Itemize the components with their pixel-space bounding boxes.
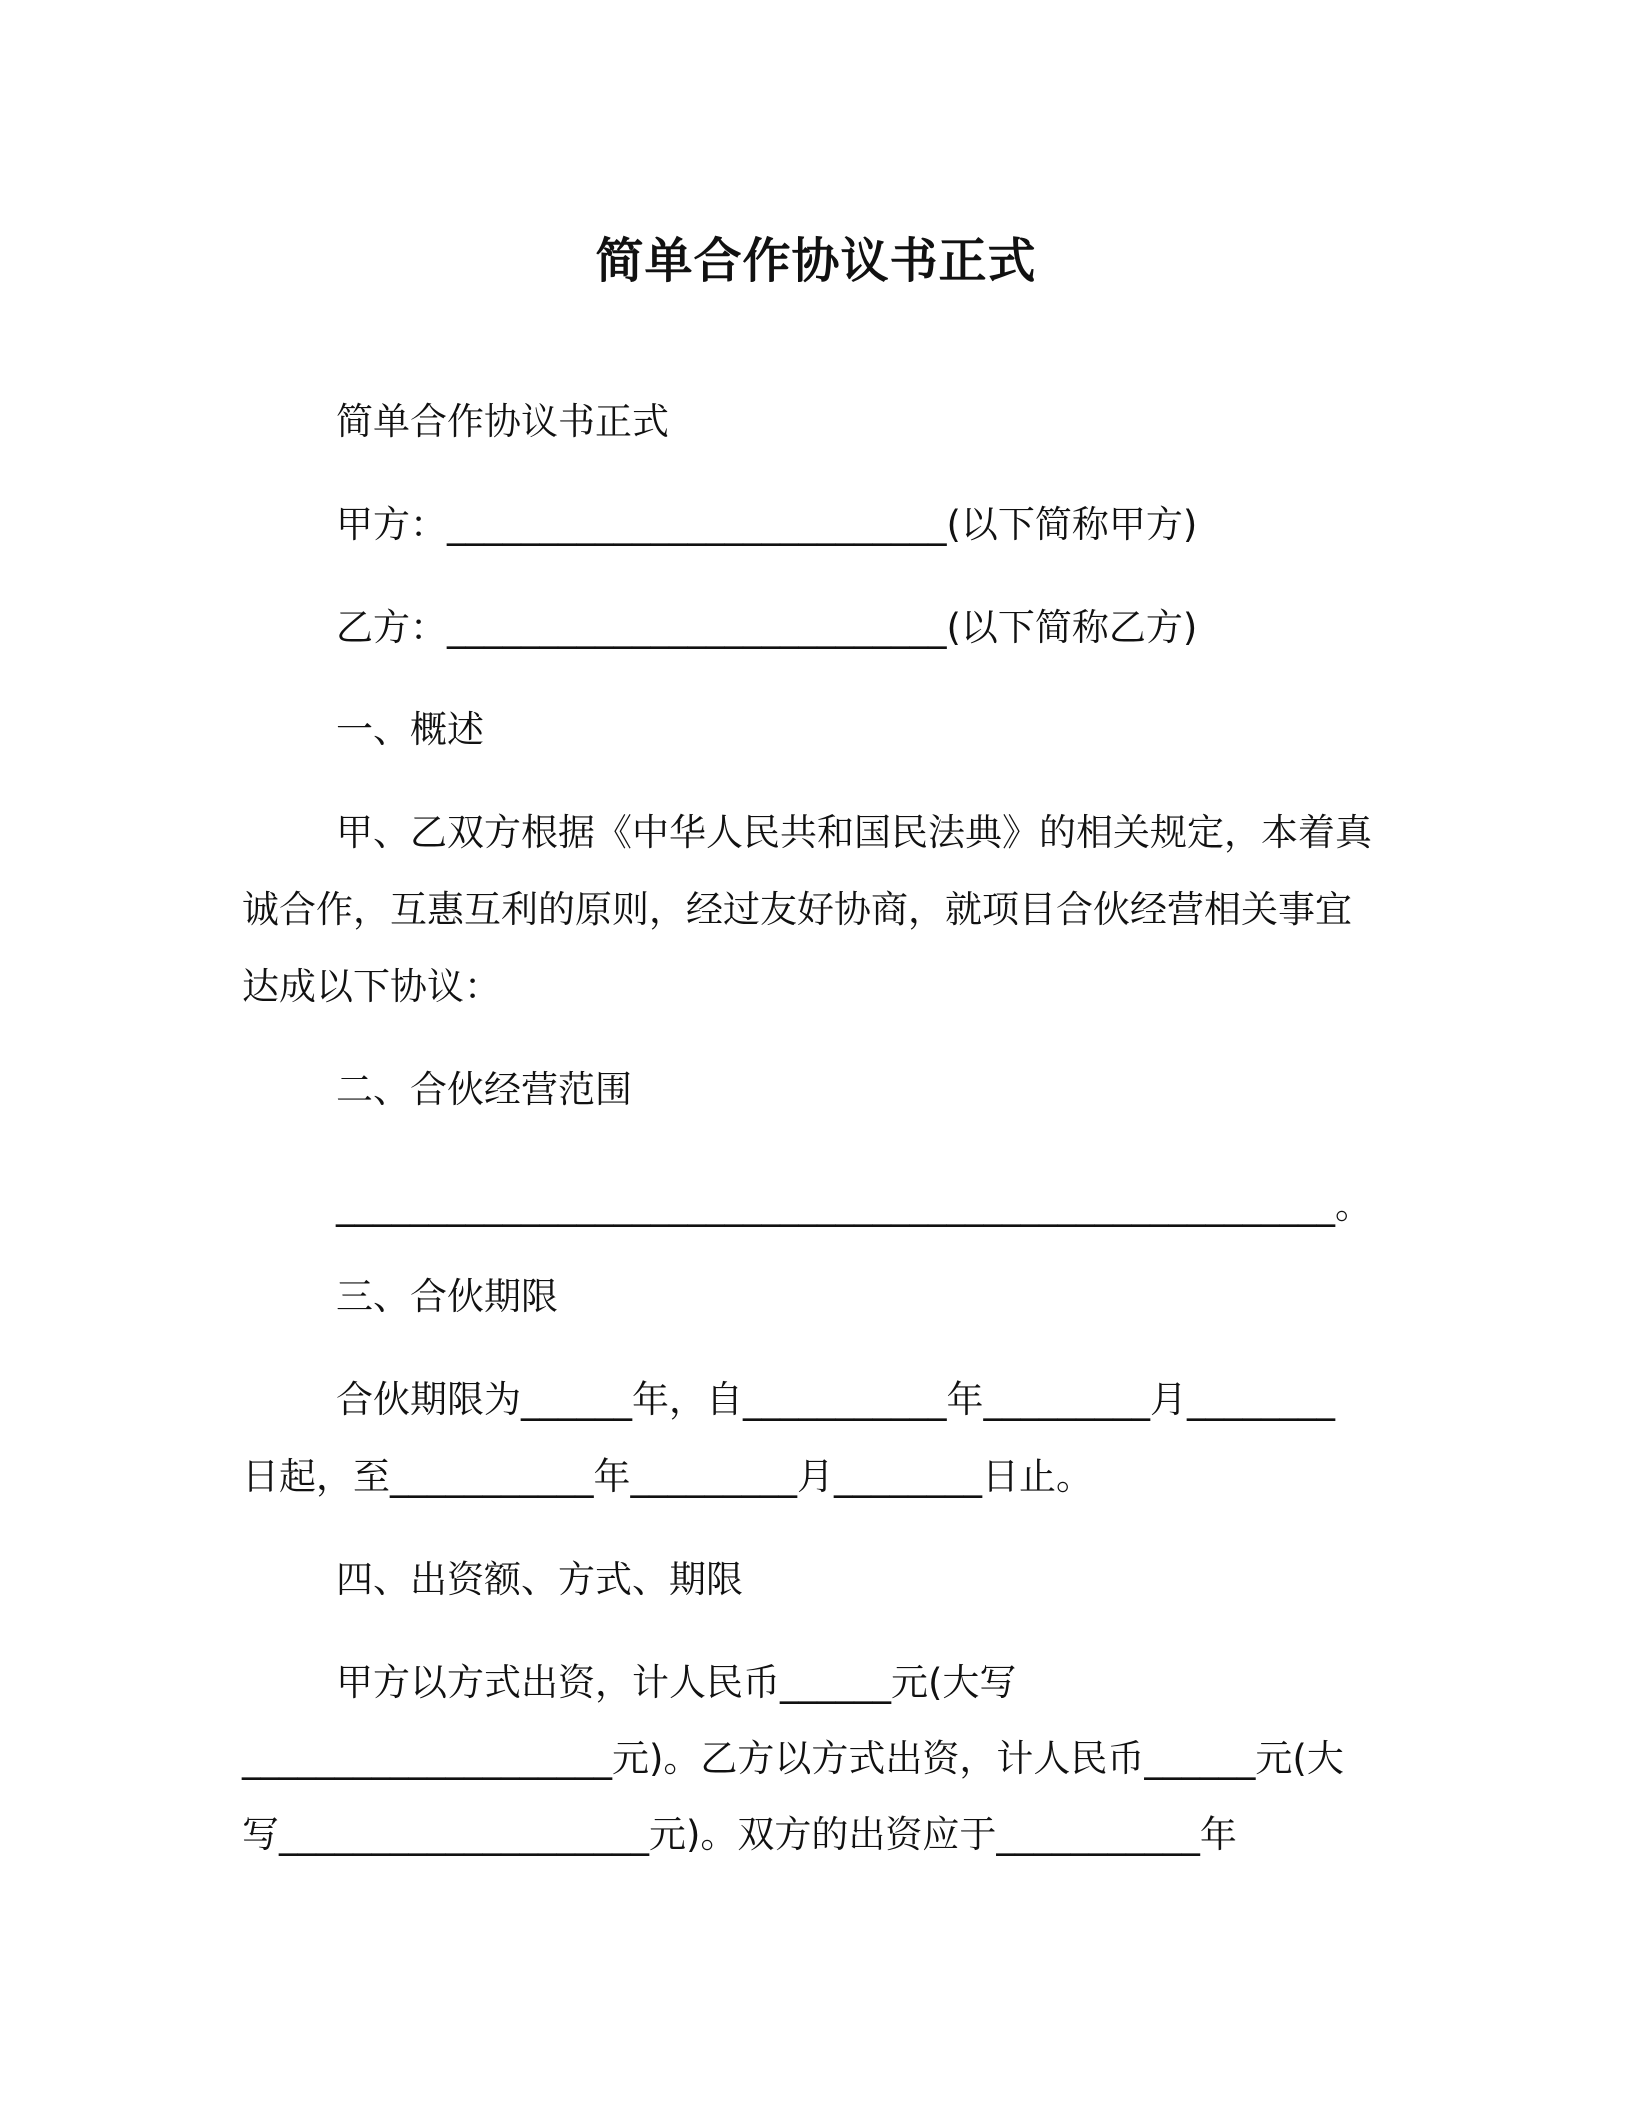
- scope-blank-line: ______________________________________________________。: [336, 1184, 1372, 1227]
- section-heading-overview: 一、概述: [336, 708, 484, 751]
- section-heading-capital: 四、出资额、方式、期限: [336, 1558, 743, 1601]
- paragraph-line: 合伙期限为______年，自___________年_________月________: [336, 1378, 1335, 1421]
- section-heading-term: 三、合伙期限: [336, 1275, 558, 1318]
- document-title: 简单合作协议书正式: [595, 233, 1037, 289]
- paragraph-line: 甲、乙双方根据《中华人民共和国民法典》的相关规定，本着真: [336, 811, 1372, 854]
- paragraph-line: 写____________________元)。双方的出资应于___________年: [242, 1813, 1237, 1856]
- paragraph-line: 甲方以方式出资，计人民币______元(大写: [336, 1661, 1017, 1704]
- party-b-line: 乙方：___________________________(以下简称乙方): [336, 606, 1198, 649]
- party-a-line: 甲方：___________________________(以下简称甲方): [336, 503, 1198, 546]
- section-heading-scope: 二、合伙经营范围: [336, 1068, 632, 1111]
- subtitle-line: 简单合作协议书正式: [336, 400, 669, 443]
- paragraph-line: 日起，至___________年_________月________日止。: [242, 1455, 1093, 1498]
- paragraph-line: 达成以下协议：: [242, 965, 501, 1008]
- paragraph-line: ____________________元)。乙方以方式出资，计人民币______元(大: [242, 1737, 1344, 1780]
- paragraph-line: 诚合作，互惠互利的原则，经过友好协商，就项目合伙经营相关事宜: [242, 888, 1352, 931]
